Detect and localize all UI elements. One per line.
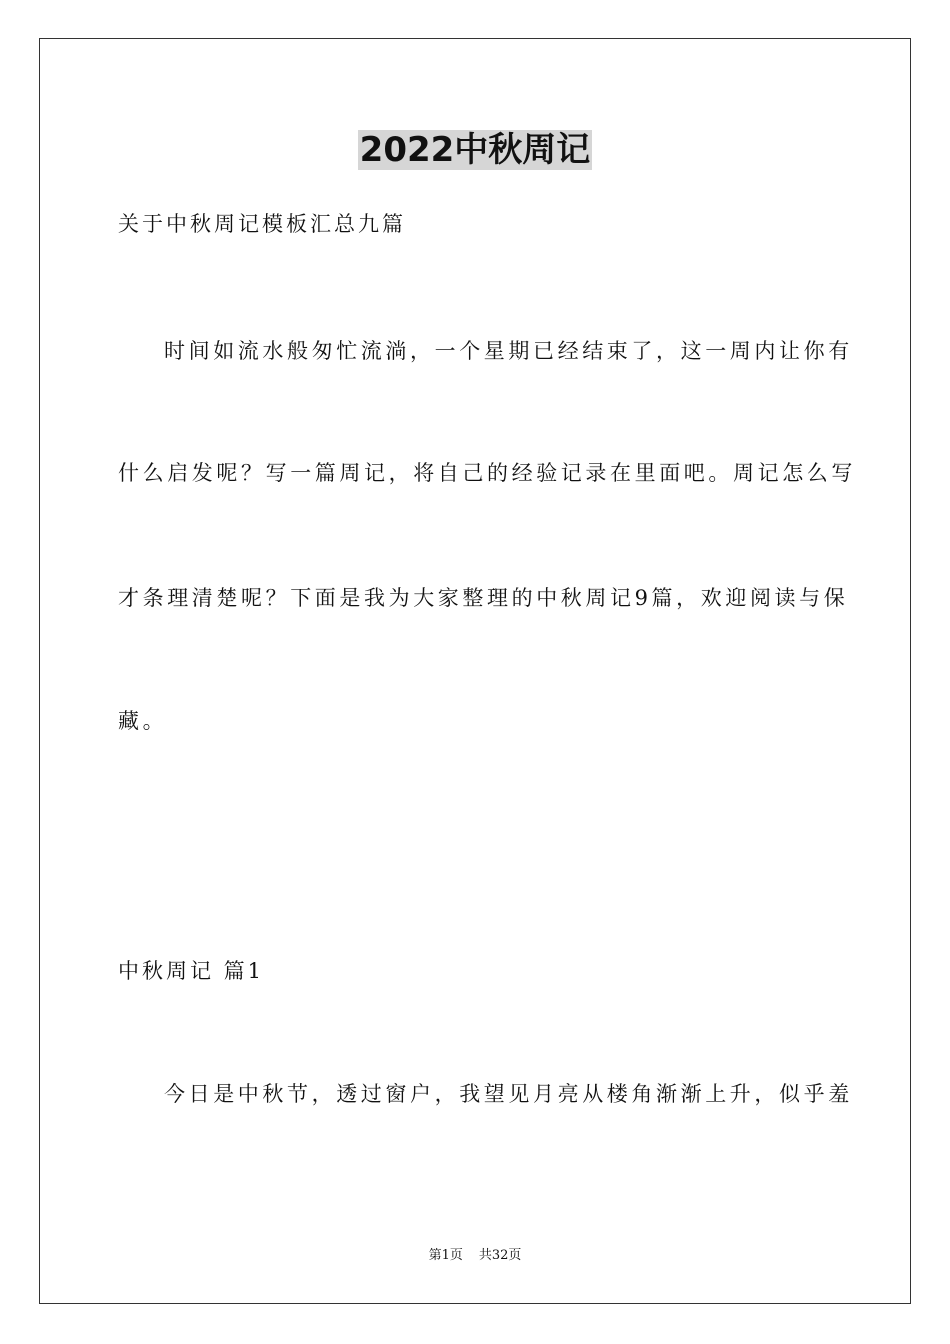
document-title	[0, 126, 950, 174]
intro-line-4: 藏。	[118, 709, 168, 733]
document-title-text: 2022中秋周记	[359, 130, 591, 170]
document-subtitle: 关于中秋周记模板汇总九篇	[118, 212, 406, 236]
page-number: 第1页	[428, 1248, 463, 1263]
page-total: 共32页	[478, 1248, 522, 1263]
section-heading: 中秋周记 篇1	[118, 959, 265, 983]
intro-line-2: 什么启发呢？写一篇周记，将自己的经验记录在里面吧。周记怎么写	[118, 461, 856, 485]
page-footer	[0, 1247, 950, 1265]
intro-line-3: 才条理清楚呢？下面是我为大家整理的中秋周记9篇，欢迎阅读与保	[118, 586, 849, 610]
intro-line-1: 时间如流水般匆忙流淌，一个星期已经结束了，这一周内让你有	[164, 339, 853, 363]
section-paragraph-line-1: 今日是中秋节，透过窗户，我望见月亮从楼角渐渐上升，似乎羞	[164, 1082, 853, 1106]
